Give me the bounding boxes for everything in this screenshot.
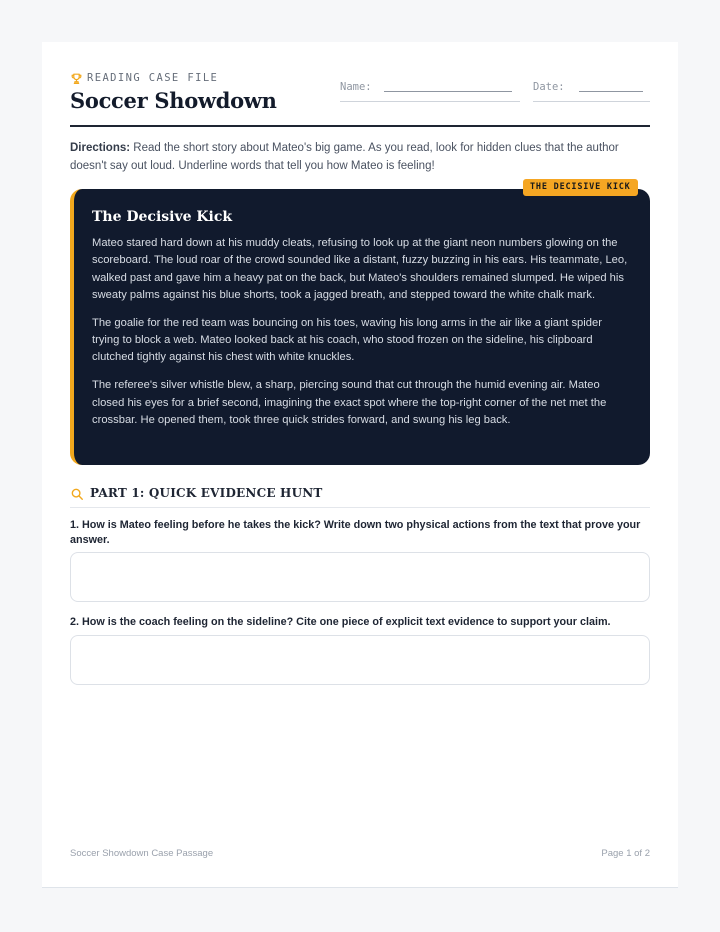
directions-label: Directions:: [70, 142, 131, 154]
story-paragraph: The referee's silver whistle blew, a sharp, piercing sound that cut through the humid evening air. Mateo closed his eyes for a brief second, imagining the exact spot where the top-right corner of the net met the crossbar. He opened them, took three quick strides forward, and swung his leg back.: [92, 379, 607, 426]
story-card: [70, 189, 650, 465]
kicker-text: READING CASE FILE: [87, 72, 219, 84]
kicker: [70, 71, 218, 85]
section-heading-text: PART 1: QUICK EVIDENCE HUNT: [90, 486, 323, 500]
story-title: The Decisive Kick: [92, 209, 233, 225]
section-heading: [70, 486, 650, 508]
directions-text: Read the short story about Mateo's big game. As you read, look for hidden clues that the author doesn't say out loud. Underline words that tell you how Mateo is feeling!: [70, 142, 619, 172]
story-paragraph: The goalie for the red team was bouncing on his toes, waving his long arms in the air like a giant spider trying to block a web. Mateo looked back at his coach, who stood frozen on the sideline, his clipboard clutched tightly against his chest with white knuckles.: [92, 316, 602, 364]
worksheet-page: [42, 42, 678, 888]
story-tag-badge: THE DECISIVE KICK: [523, 179, 638, 196]
date-label: Date:: [533, 81, 565, 93]
directions: [70, 139, 652, 175]
question-2: 2. How is the coach feeling on the sideline? Cite one piece of explicit text evidence to support your claim.: [70, 616, 611, 628]
page-number: Page 1 of 2: [601, 848, 650, 859]
story-paragraph: Mateo stared hard down at his muddy cleats, refusing to look up at the giant neon numbers glowing on the scoreboard. The loud roar of the crowd sounded like a distant, fuzzy buzzing in his ears. His teammate, Leo, walked past and gave him a heavy pat on the back, but Mateo's shoulders remained slumped. He wiped his sweaty palms against his blue shorts, took a jagged breath, and stepped toward the white chalk mark.: [92, 237, 628, 301]
answer-box-1[interactable]: [70, 552, 650, 602]
answer-box-2[interactable]: [70, 635, 650, 685]
footer-title: Soccer Showdown Case Passage: [70, 848, 214, 859]
name-field[interactable]: [340, 81, 520, 102]
question-1: 1. How is Mateo feeling before he takes the kick? Write down two physical actions from the text that prove your answer.: [70, 519, 641, 546]
name-label: Name:: [340, 81, 372, 93]
date-field[interactable]: [533, 81, 650, 102]
name-blank[interactable]: [384, 81, 512, 92]
search-icon: [70, 487, 84, 501]
story-body: [92, 235, 630, 440]
header-divider: [70, 125, 650, 127]
trophy-icon: [70, 72, 83, 85]
header: [70, 71, 650, 127]
date-blank[interactable]: [579, 81, 643, 92]
page-title: Soccer Showdown: [70, 88, 277, 113]
